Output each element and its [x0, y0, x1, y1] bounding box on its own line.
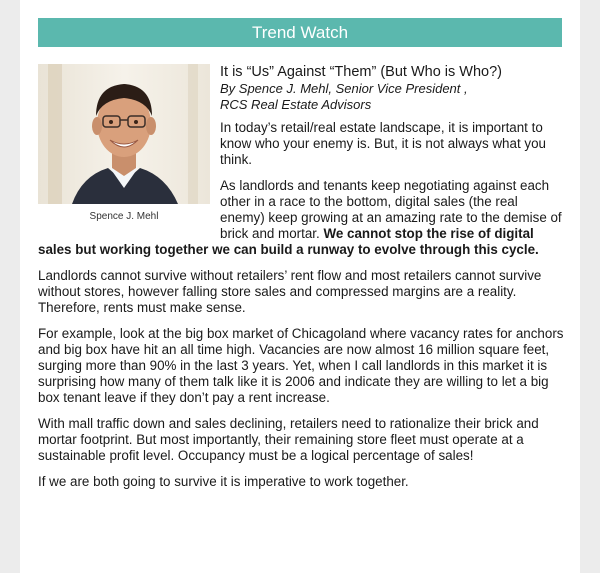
byline-company: RCS Real Estate Advisors	[220, 97, 372, 112]
article-title: It is “Us” Against “Them” (But Who is Who?)	[220, 64, 503, 80]
paragraph-3: Landlords cannot survive without retailers’ rent flow and most retailers cannot survive without stores, however falling store sales and compressed margins are a reality. Therefore, rents must make sense.	[38, 268, 542, 315]
paragraph-4: For example, look at the big box market of Chicagoland where vacancy rates for anchors and big box have hit an all time high. Vacancies are now almost 16 million square feet, surging more than 90% in the last 3 years. Yet, when I call landlords in this market it is surprising how many of them talk like it is 2006 and indicate they are willing to let a big box tenant leave if they don’t pay a rent increase.	[38, 326, 564, 405]
paragraph-6: If we are both going to survive it is imperative to work together.	[38, 474, 409, 489]
byline-author: By Spence J. Mehl, Senior Vice President ,	[220, 81, 468, 96]
paragraph-5: With mall traffic down and sales declining, retailers need to rationalize their brick and mortar footprint. But most importantly, their remaining store fleet must operate at a sustainable profit level. Occupancy must be a logical percentage of sales!	[38, 416, 539, 463]
paragraph-2-emphasis: We cannot stop the rise of digital sales but working together we can build a runway to evolve through this cycle.	[38, 226, 539, 257]
article	[38, 64, 566, 500]
paragraph-2-text: As landlords and tenants keep negotiating against each other in a race to the bottom, digital sales (the real enemy) keep growing at an amazing rate to the demise of brick and mortar.	[220, 178, 562, 241]
newsletter-card	[20, 0, 580, 573]
section-banner: Trend Watch	[38, 18, 562, 47]
photo-caption: Spence J. Mehl	[89, 211, 159, 222]
paragraph-1: In today’s retail/real estate landscape, it is important to know who your enemy is. But, it is not always what you think.	[220, 120, 546, 167]
author-figure	[38, 64, 210, 225]
author-photo	[38, 64, 210, 204]
